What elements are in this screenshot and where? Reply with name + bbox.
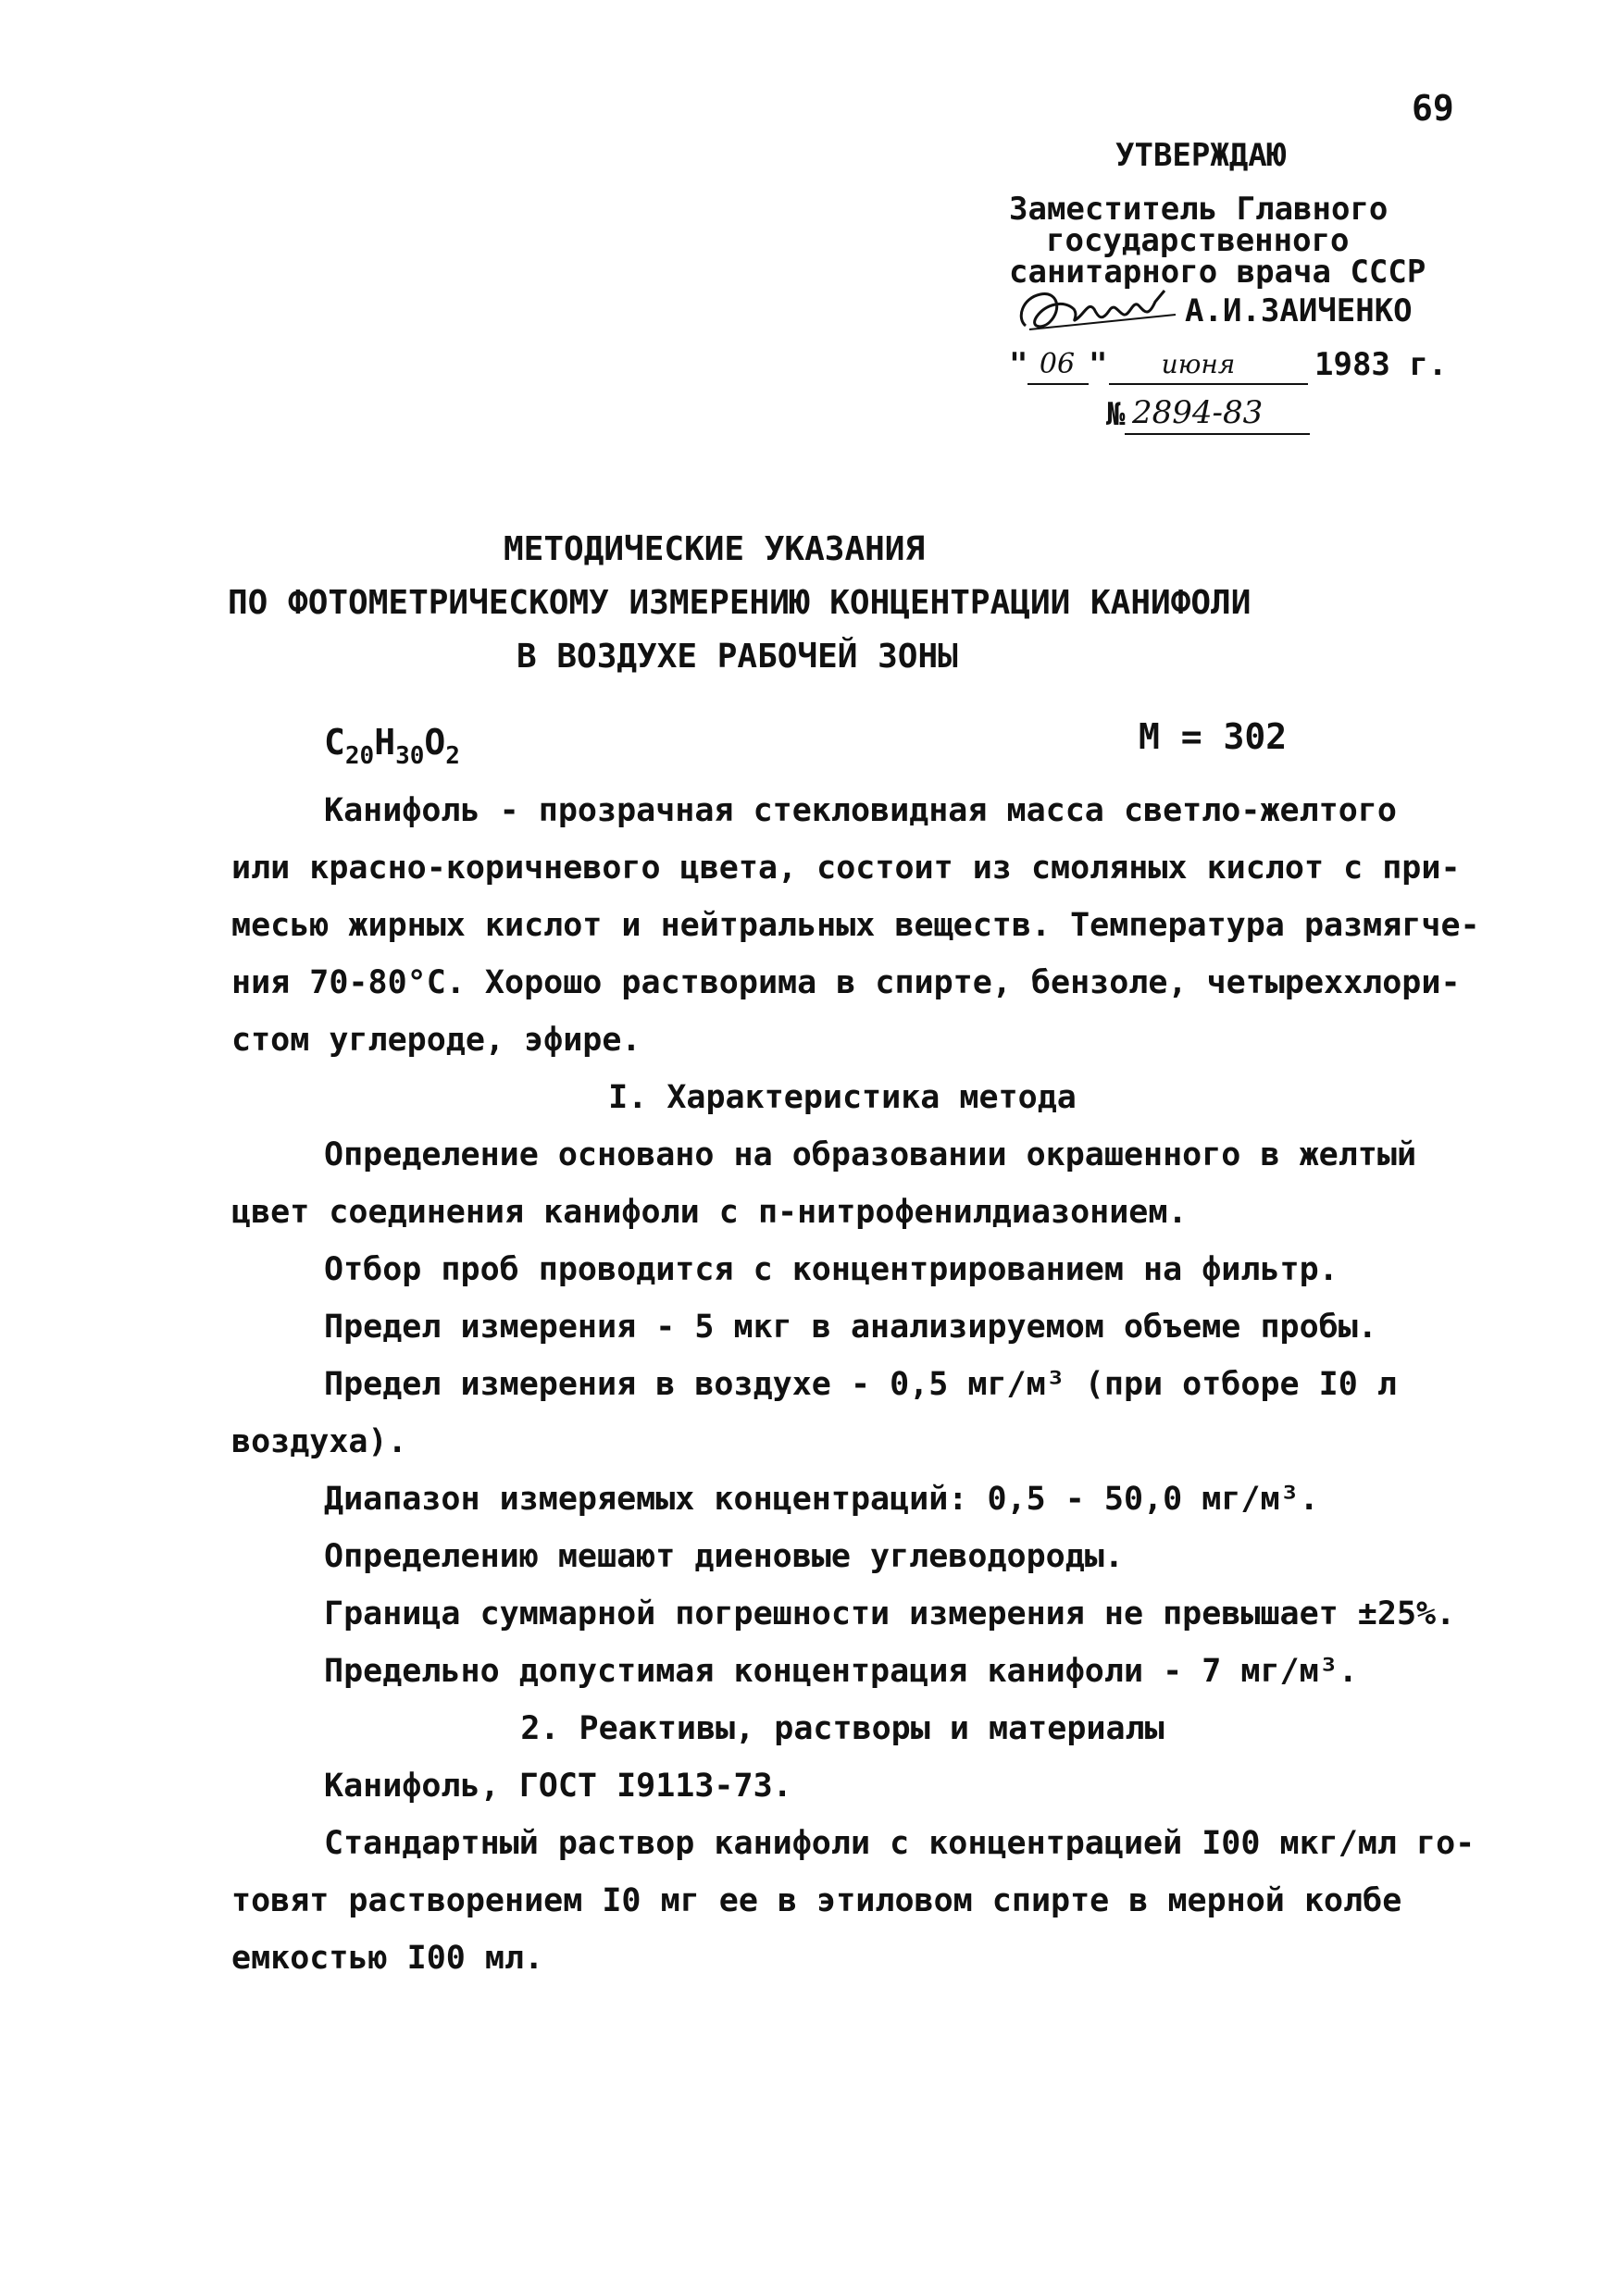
- body-line: стом углероде, эфире.: [231, 1022, 641, 1059]
- formula-c-sub: 20: [344, 742, 375, 770]
- body-line: Канифоль, ГОСТ I9113-73.: [324, 1768, 792, 1805]
- chemical-formula: [324, 722, 460, 770]
- formula-o-sub: 2: [445, 742, 460, 770]
- title-line-1: МЕТОДИЧЕСКИЕ УКАЗАНИЯ: [504, 530, 926, 568]
- body-line: Предел измерения в воздухе - 0,5 мг/м³ (при отборе I0 л: [324, 1366, 1397, 1403]
- formula-h: H: [374, 722, 396, 763]
- section-heading-1: I. Характеристика метода: [608, 1079, 1077, 1116]
- registration-number-row: [1106, 396, 1384, 439]
- body-line: товят растворением I0 мг ее в этиловом спирте в мерной колбе: [231, 1882, 1402, 1919]
- body-line: воздуха).: [231, 1423, 407, 1460]
- date-close-quote: ": [1089, 346, 1108, 383]
- body-line: Определению мешают диеновые углеводороды.: [324, 1538, 1124, 1575]
- approval-position-line1: Заместитель Главного: [1009, 191, 1389, 228]
- body-line: емкостью I00 мл.: [231, 1940, 544, 1977]
- registration-number-underline: [1125, 433, 1310, 435]
- title-line-3: В ВОЗДУХЕ РАБОЧЕЙ ЗОНЫ: [517, 638, 958, 676]
- body-line: Предел измерения - 5 мкг в анализируемом объеме пробы.: [324, 1309, 1377, 1346]
- approval-position-line2: государственного: [1046, 222, 1350, 259]
- body-line: Стандартный раствор канифоли с концентрацией I00 мкг/мл го-: [324, 1825, 1476, 1862]
- body-line: ния 70-80°С. Хорошо растворима в спирте, бензоле, четыреххлори-: [231, 964, 1461, 1001]
- date-month: июня: [1161, 349, 1236, 379]
- date-open-quote: ": [1009, 346, 1028, 383]
- body-line: Диапазон измеряемых концентраций: 0,5 - 50,0 мг/м³.: [324, 1481, 1319, 1518]
- molar-mass: М = 302: [1139, 716, 1288, 757]
- formula-c: C: [324, 722, 345, 763]
- formula-row: [324, 716, 1296, 777]
- handwritten-signature: [1009, 281, 1185, 337]
- registration-number: 2894-83: [1132, 394, 1264, 431]
- approval-position-line3: санитарного врача СССР: [1009, 254, 1426, 291]
- date-month-underline: [1109, 383, 1308, 385]
- number-sign: №: [1106, 396, 1126, 433]
- formula-h-sub: 30: [395, 742, 425, 770]
- body-line: Канифоль - прозрачная стекловидная масса светло-желтого: [324, 792, 1397, 829]
- body-line: цвет соединения канифоли с п-нитрофенилдиазонием.: [231, 1194, 1188, 1231]
- approval-heading: УТВЕРЖДАЮ: [1115, 137, 1287, 174]
- date-row: [1009, 346, 1490, 389]
- signature-row: [1009, 292, 1490, 335]
- body-line: месью жирных кислот и нейтральных веществ. Температура размягче-: [231, 907, 1480, 944]
- date-year: 1983 г.: [1314, 346, 1448, 383]
- section-heading-2: 2. Реактивы, растворы и материалы: [520, 1710, 1164, 1747]
- title-line-2: ПО ФОТОМЕТРИЧЕСКОМУ ИЗМЕРЕНИЮ КОНЦЕНТРАЦИИ КАНИФОЛИ: [228, 584, 1252, 622]
- date-day: 06: [1039, 348, 1076, 380]
- body-line: Предельно допустимая концентрация канифоли - 7 мг/м³.: [324, 1653, 1358, 1690]
- page-number: 69: [1412, 88, 1454, 129]
- body-line: Граница суммарной погрешности измерения не превышает ±25%.: [324, 1595, 1456, 1632]
- signer-name: А.И.ЗАИЧЕНКО: [1185, 292, 1413, 329]
- formula-o: O: [424, 722, 446, 763]
- body-line: или красно-коричневого цвета, состоит из смоляных кислот с при-: [231, 850, 1461, 887]
- date-day-underline: [1027, 383, 1089, 385]
- body-line: Отбор проб проводится с концентрированием на фильтр.: [324, 1251, 1339, 1288]
- body-line: Определение основано на образовании окрашенного в желтый: [324, 1136, 1417, 1173]
